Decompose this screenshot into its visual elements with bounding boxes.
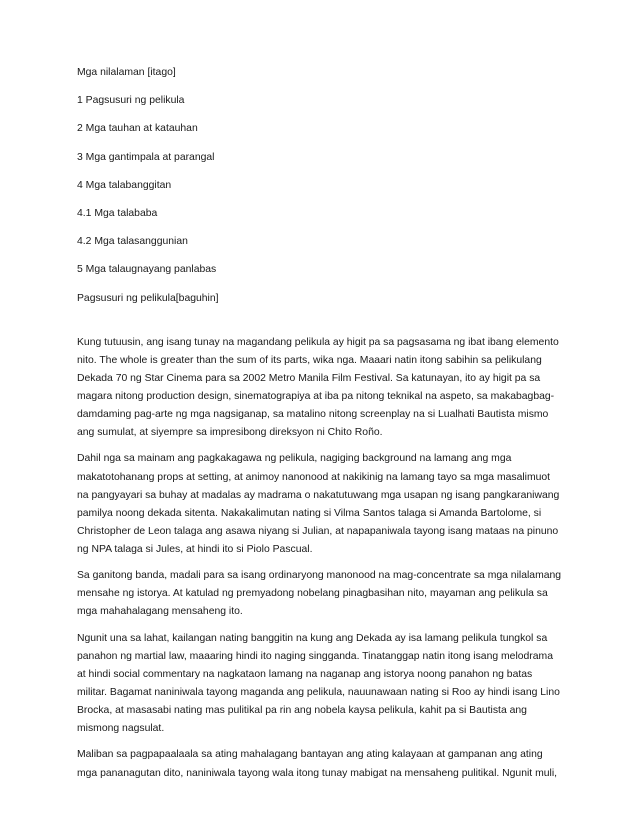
toc-item: 4.2 Mga talasanggunian (77, 236, 188, 248)
toc-item: 5 Mga talaugnayang panlabas (77, 264, 217, 276)
paragraph: Maliban sa pagpapaalaala sa ating mahalagang bantayan ang ating kalayaan at gampanan ang ating mga pananagutan dito, naniniwala tayong wala itong tunay mabigat na mensaheng pulitikal. Ngunit muli, (77, 749, 558, 779)
toc-item: 4.1 Mga talababa (77, 207, 158, 219)
section-heading: Pagsusuri ng pelikula[baguhin] (77, 292, 219, 304)
paragraph: Sa ganitong banda, madali para sa isang ordinaryong manonood na mag-concentrate sa mga nilalamang mensahe ng istorya. At katulad ng premyadong nobelang pinagbasihan nito, mayaman ang pelikula sa mga mahahalagang mensaheng ito. (77, 570, 562, 618)
paragraph: Ngunit una sa lahat, kailangan nating banggitin na kung ang Dekada ay isa lamang pelikula tungkol sa panahon ng martial law, maaaring hindi ito naging singganda. Tinatanggap natin itong isang melodrama at hindi social commentary na nagkataon lamang na naganap ang istorya noong panahon ng batas militar. Bagamat naniniwala tayong maganda ang pelikula, nauunawaan nating si Roo ay hindi isang Lino Brocka, at masasabi nating mas pulitikal pa rin ang nobela kaysa pelikula, kahit pa si Bautista ang mismong nagsulat. (77, 632, 560, 735)
toc-item: 1 Pagsusuri ng pelikula (77, 95, 185, 107)
toc-item: 3 Mga gantimpala at parangal (77, 151, 215, 163)
spacer (77, 320, 563, 334)
toc-item: 2 Mga tauhan at katauhan (77, 123, 198, 135)
document-body (77, 66, 563, 791)
toc-heading: Mga nilalaman [itago] (77, 67, 176, 78)
paragraph: Kung tutuusin, ang isang tunay na magandang pelikula ay higit pa sa pagsasama ng ibat ibang elemento nito. The whole is greater than the sum of its parts, wika nga. Maaari natin itong sabihin sa pelikulang Dekada 70 ng Star Cinema para sa 2002 Metro Manila Film Festival. Sa katunayan, ito ay higit pa sa magara nitong production design, sinematograpiya at iba pa nitong teknikal na aspeto, sa makabagbag-damdaming pag-arte ng mga nagsiganap, sa matalino nitong screenplay na si Lualhati Bautista mismo ang sumulat, at siyempre sa impresibong direksyon ni Chito Roño. (77, 336, 559, 439)
paragraph: Dahil nga sa mainam ang pagkakagawa ng pelikula, nagiging background na lamang ang mga makatotohanang props at setting, at animoy nanonood at nakikinig na lamang tayo sa mga masalimuot na pangyayari sa buhay at madalas ay madrama o nakatutuwang mga usapan ng isang pangkaraniwang pamilya noong dekada sitenta. Nakakalimutan nating si Vilma Santos talaga si Amanda Bartolome, si Christopher de Leon talaga ang asawa niyang si Julian, at napapaniwala tayong isang mataas na pinuno ng NPA talaga si Jules, at hindi ito si Piolo Pascual. (77, 453, 560, 555)
toc-item: 4 Mga talabanggitan (77, 179, 172, 191)
